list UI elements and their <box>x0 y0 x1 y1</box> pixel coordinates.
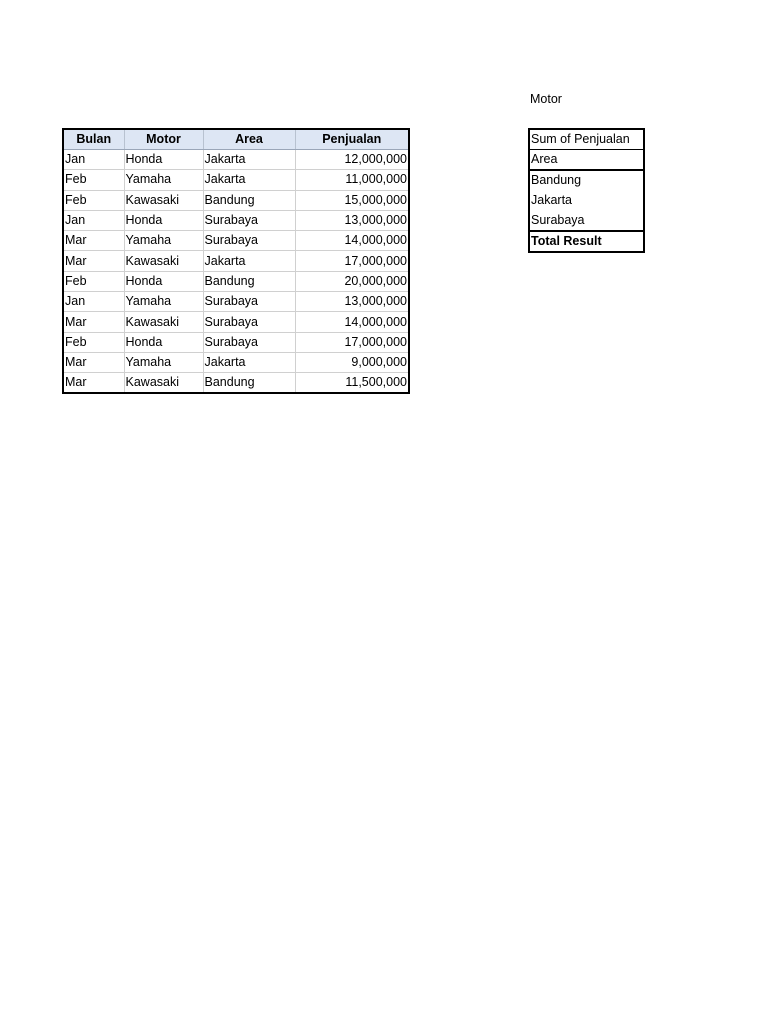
cell-penjualan[interactable]: 13,000,000 <box>295 292 409 312</box>
pivot-row-label[interactable]: Bandung <box>531 173 582 188</box>
cell-bulan[interactable]: Mar <box>63 251 124 271</box>
pivot-row <box>529 190 644 210</box>
cell-penjualan[interactable]: 13,000,000 <box>295 210 409 230</box>
cell-area[interactable]: Surabaya <box>203 312 295 332</box>
cell-penjualan[interactable]: 17,000,000 <box>295 251 409 271</box>
cell-motor[interactable]: Yamaha <box>124 292 203 312</box>
table-row <box>63 352 409 372</box>
cell-area[interactable]: Jakarta <box>203 352 295 372</box>
header-area[interactable]: Area <box>203 129 295 150</box>
table-row <box>63 292 409 312</box>
table-row <box>63 271 409 291</box>
pivot-total-label[interactable]: Total Result <box>529 231 644 252</box>
cell-bulan[interactable]: Jan <box>63 210 124 230</box>
table-row <box>63 332 409 352</box>
cell-area[interactable]: Bandung <box>203 190 295 210</box>
table-row <box>63 210 409 230</box>
cell-area[interactable]: Surabaya <box>203 210 295 230</box>
cell-bulan[interactable]: Feb <box>63 190 124 210</box>
cell-penjualan[interactable]: 11,500,000 <box>345 375 407 390</box>
cell-penjualan[interactable]: 14,000,000 <box>295 312 409 332</box>
table-row <box>63 373 409 394</box>
sales-data-table <box>62 128 410 394</box>
data-table-body <box>63 150 409 394</box>
cell-area[interactable]: Surabaya <box>203 292 295 312</box>
header-penjualan[interactable]: Penjualan <box>295 129 409 150</box>
cell-bulan[interactable]: Feb <box>63 332 124 352</box>
cell-penjualan[interactable]: 20,000,000 <box>295 271 409 291</box>
cell-penjualan[interactable]: 11,000,000 <box>295 170 409 190</box>
cell-motor[interactable]: Yamaha <box>124 170 203 190</box>
pivot-row-label[interactable]: Jakarta <box>531 192 572 207</box>
cell-penjualan[interactable]: 17,000,000 <box>295 332 409 352</box>
header-bulan[interactable]: Bulan <box>63 129 124 150</box>
cell-penjualan[interactable]: 14,000,000 <box>295 231 409 251</box>
cell-motor[interactable]: Yamaha <box>124 231 203 251</box>
table-row <box>63 251 409 271</box>
header-motor[interactable]: Motor <box>124 129 203 150</box>
cell-bulan[interactable]: Jan <box>63 292 124 312</box>
table-row <box>63 312 409 332</box>
pivot-row-label[interactable]: Surabaya <box>531 212 585 227</box>
cell-area[interactable]: Surabaya <box>203 231 295 251</box>
cell-area[interactable]: Bandung <box>203 373 295 394</box>
cell-penjualan[interactable]: 12,000,000 <box>295 150 409 170</box>
cell-bulan[interactable]: Mar <box>63 231 124 251</box>
cell-area[interactable]: Surabaya <box>203 332 295 352</box>
pivot-table <box>528 128 645 253</box>
cell-motor[interactable]: Kawasaki <box>124 312 203 332</box>
cell-motor[interactable]: Honda <box>124 271 203 291</box>
cell-area[interactable]: Jakarta <box>203 251 295 271</box>
cell-area[interactable]: Jakarta <box>203 170 295 190</box>
table-row <box>63 231 409 251</box>
cell-bulan[interactable]: Jan <box>63 150 124 170</box>
pivot-filter-label[interactable]: Motor <box>530 92 562 106</box>
table-row <box>63 170 409 190</box>
cell-penjualan[interactable]: 9,000,000 <box>295 352 409 372</box>
cell-penjualan[interactable]: 15,000,000 <box>295 190 409 210</box>
pivot-value-header[interactable]: Sum of Penjualan <box>529 129 644 150</box>
cell-bulan[interactable]: Mar <box>63 312 124 332</box>
cell-bulan[interactable]: Mar <box>63 352 124 372</box>
cell-motor[interactable]: Yamaha <box>124 352 203 372</box>
cell-area[interactable]: Bandung <box>203 271 295 291</box>
cell-bulan[interactable]: Feb <box>63 271 124 291</box>
pivot-row-field[interactable]: Area <box>529 150 644 171</box>
cell-motor[interactable]: Honda <box>124 150 203 170</box>
header-row <box>63 129 409 150</box>
pivot-row <box>529 170 644 190</box>
table-row <box>63 150 409 170</box>
cell-motor[interactable]: Kawasaki <box>124 251 203 271</box>
table-row <box>63 190 409 210</box>
pivot-total-row <box>529 231 644 252</box>
cell-bulan[interactable]: Mar <box>63 373 124 394</box>
cell-motor[interactable]: Kawasaki <box>124 373 203 394</box>
cell-bulan[interactable]: Feb <box>63 170 124 190</box>
cell-motor[interactable]: Honda <box>124 332 203 352</box>
pivot-row <box>529 211 644 231</box>
cell-area[interactable]: Jakarta <box>203 150 295 170</box>
pivot-header-row <box>529 129 644 150</box>
cell-motor[interactable]: Honda <box>124 210 203 230</box>
cell-motor[interactable]: Kawasaki <box>124 190 203 210</box>
pivot-row-field-row <box>529 150 644 171</box>
